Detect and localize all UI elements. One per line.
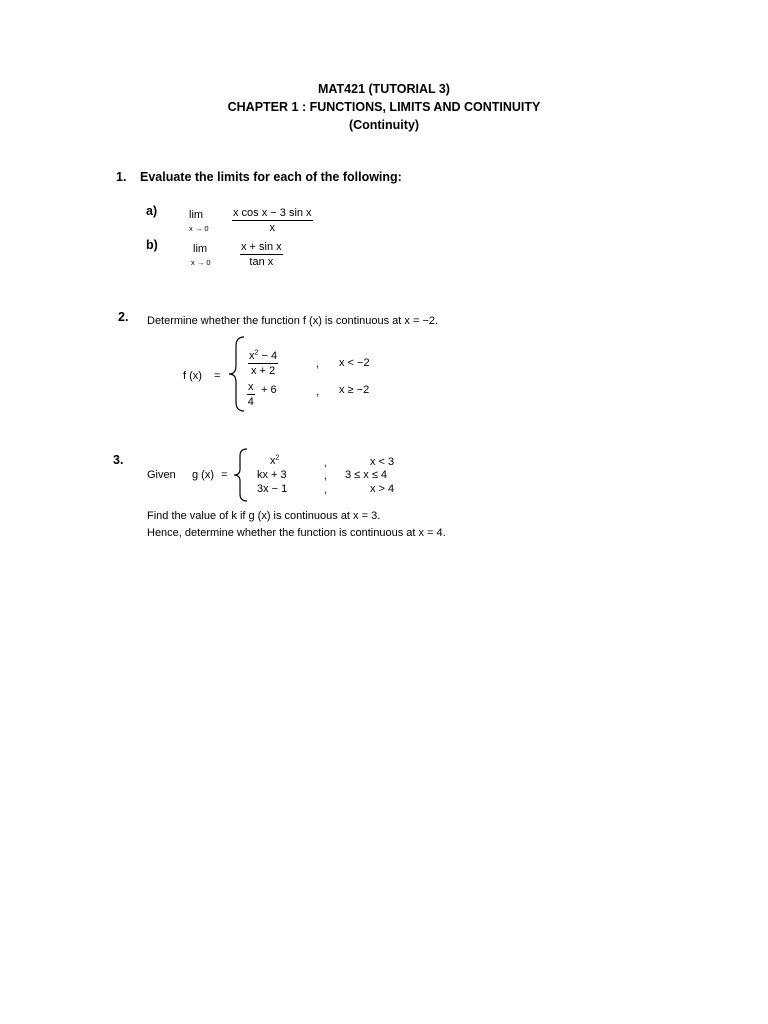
q3-case1-condition: x < 3 (370, 456, 395, 468)
q1a-denominator: x (269, 222, 276, 234)
q3-case2-condition: 3 ≤ x ≤ 4 (345, 469, 388, 481)
q1b-numerator: x + sin x (241, 241, 282, 253)
q3-case3-comma: , (324, 484, 328, 496)
q1-instruction: Evaluate the limits for each of the following: (140, 170, 402, 184)
q2-case2-rest: + 6 (261, 384, 277, 396)
q3-left-brace (233, 448, 249, 502)
q2-statement: Determine whether the function f (x) is continuous at x = −2. (147, 315, 439, 327)
q1a-lim-sub: x → 0 (189, 224, 209, 233)
q2-case2-fraction (247, 381, 255, 408)
q2-case1-denominator: x + 2 (250, 365, 276, 377)
q2-case1-fraction (248, 350, 278, 377)
q3-case2-comma: , (324, 470, 328, 482)
q3-case3-expression: 3x − 1 (257, 483, 288, 495)
q3-number: 3. (113, 453, 124, 467)
q2-case1-num-base: x (249, 350, 255, 362)
q3-given: Given (147, 469, 176, 481)
q2-case1-condition: x < −2 (339, 357, 370, 369)
chapter-title: CHAPTER 1 : FUNCTIONS, LIMITS AND CONTINUITY (227, 100, 541, 114)
q1b-lim-sub: x → 0 (191, 258, 211, 267)
q3-case2-expression: kx + 3 (257, 469, 287, 481)
course-title: MAT421 (TUTORIAL 3) (318, 82, 450, 96)
q1a-label: a) (146, 204, 158, 218)
q1b-fraction (240, 241, 283, 268)
q3-case1-expr-base: x (270, 455, 276, 467)
q3-case1-expr-exp: 2 (275, 454, 280, 462)
q2-case1-num-exp: 2 (254, 349, 259, 357)
q3-case1-comma: , (324, 457, 328, 469)
q2-case2-comma: , (316, 386, 320, 398)
q3-case1-expression (270, 455, 279, 467)
topic-title: (Continuity) (348, 118, 420, 132)
q2-case2-numerator: x (248, 381, 254, 393)
q1-number: 1. (116, 170, 127, 184)
q1a-lim: lim (189, 209, 204, 221)
q2-case1-comma: , (316, 358, 320, 370)
q3-case3-condition: x > 4 (370, 483, 395, 495)
q1b-lim: lim (193, 243, 208, 255)
q3-line2: Hence, determine whether the function is continuous at x = 4. (147, 527, 446, 539)
q2-left-brace (228, 336, 246, 412)
q2-case2-condition: x ≥ −2 (339, 384, 370, 396)
q2-case2-denominator: 4 (247, 396, 254, 408)
q1a-numerator: x cos x − 3 sin x (233, 207, 312, 219)
q3-equals: = (221, 469, 228, 481)
q3-lhs: g (x) (192, 469, 214, 481)
q1b-label: b) (146, 238, 158, 252)
q3-line1: Find the value of k if g (x) is continuous at x = 3. (147, 510, 381, 522)
q2-case1-num-rest: − 4 (258, 350, 278, 362)
q1b-denominator: tan x (249, 256, 274, 268)
q2-equals: = (214, 370, 221, 382)
q2-lhs: f (x) (183, 370, 202, 382)
q2-number: 2. (118, 310, 129, 324)
q1a-fraction (232, 207, 313, 234)
